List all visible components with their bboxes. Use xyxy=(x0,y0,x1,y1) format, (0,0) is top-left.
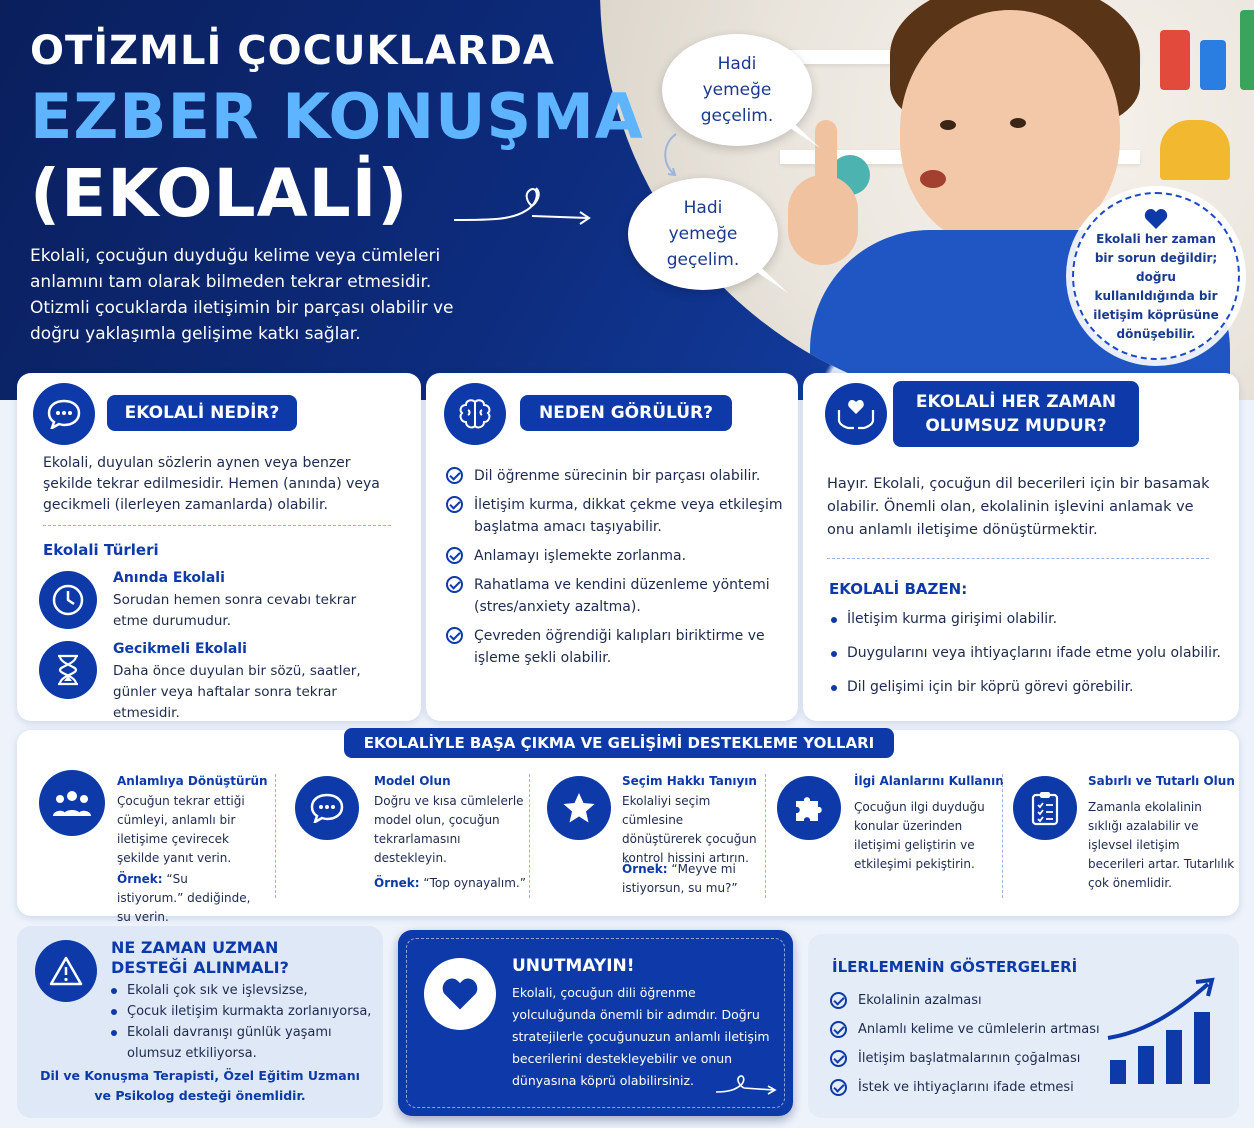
strategy-1-title: Anlamlıya Dönüştürün xyxy=(117,774,268,788)
bubble-line: geçelim. xyxy=(666,250,740,270)
list-item-text: İletişim başlatmalarının çoğalması xyxy=(858,1051,1081,1066)
example-label: Örnek: xyxy=(374,876,420,890)
example-text: “Meyve mi istiyorsun, su mu?” xyxy=(622,862,738,895)
bubble-line: Hadi xyxy=(683,198,723,218)
strategy-4-title: İlgi Alanlarını Kullanın xyxy=(854,774,1004,788)
chat-icon xyxy=(295,776,359,840)
heart-icon xyxy=(1144,208,1168,230)
list-item: Duygularını veya ihtiyaçlarını ifade etme yolu olabilir. xyxy=(827,643,1227,664)
title-line-1: OTİZMLİ ÇOCUKLARDA xyxy=(30,28,555,74)
type2-title: Gecikmeli Ekolali xyxy=(113,641,247,657)
strategies-pill: EKOLALİYLE BAŞA ÇIKMA VE GELİŞİMİ DESTEKLEME YOLLARI xyxy=(344,728,894,758)
strategy-2-title: Model Olun xyxy=(374,774,451,788)
strategies-card xyxy=(17,730,1239,924)
expert-list xyxy=(107,980,377,1064)
remember-text: Ekolali, çocuğun dili öğrenme yolculuğunda önemli bir adımdır. Doğru stratejilerle çocuğunuzun anlamlı iletişim becerilerini destekleyebilir ve onun dünyasına köprü olabilirsiniz. xyxy=(512,985,770,1088)
child-face xyxy=(900,10,1120,250)
people-icon xyxy=(39,770,105,836)
check-icon xyxy=(446,627,463,644)
child-mouth xyxy=(920,170,946,188)
check-icon xyxy=(446,496,463,513)
hero-description: Ekolali, çocuğun duyduğu kelime veya cümleleri anlamını tam olarak bilmeden tekrar etmesidir. Otizmli çocuklarda iletişimin bir parçası olabilir ve doğru yaklaşımla gelişime katkı sağlar. xyxy=(30,246,454,344)
list-item-text: Rahatlama ve kendini düzenleme yöntemi (stres/anxiety azaltma). xyxy=(474,577,770,615)
card-negative-text: Hayır. Ekolali, çocuğun dil becerileri için bir basamak olabilir. Önemli olan, ekolalinin işlevini anlamak ve onu anlamlı iletişime dönüştürmektir. xyxy=(827,476,1210,538)
strategy-3-text: Ekolaliyi seçim cümlesine dönüştürerek çocuğun kontrol hissini artırın. xyxy=(622,794,757,865)
list-item-text: Ekolalinin azalması xyxy=(858,993,982,1008)
type1-text: Sorudan hemen sonra cevabı tekrar etme durumudur. xyxy=(113,592,357,629)
expert-footer xyxy=(17,1066,383,1106)
expert-card xyxy=(17,926,383,1118)
check-icon xyxy=(446,576,463,593)
example-label: Örnek: xyxy=(117,872,163,886)
note-text: Ekolali her zaman bir sorun değildir; doğru kullanıldığında bir iletişim köprüsüne dönüşebilir. xyxy=(1093,232,1219,341)
list-item xyxy=(830,1048,1100,1070)
puzzle-icon xyxy=(777,776,841,840)
list-item: İletişim kurma girişimi olabilir. xyxy=(827,609,1227,630)
progress-list xyxy=(830,990,1100,1106)
expert-title xyxy=(111,938,289,978)
divider xyxy=(765,774,766,898)
bubble-line: yemeğe xyxy=(668,224,738,244)
growth-chart-icon xyxy=(1104,974,1226,1086)
sometimes-list xyxy=(827,609,1227,698)
title-line: DESTEĞİ ALINMALI? xyxy=(111,958,289,977)
check-icon xyxy=(446,467,463,484)
title-line-2: EZBER KONUŞMA xyxy=(30,80,644,153)
bubble-line: geçelim. xyxy=(700,106,774,126)
list-item xyxy=(446,465,786,487)
heart-icon xyxy=(424,958,496,1030)
list-item: Çocuk iletişim kurmakta zorlanıyorsa, xyxy=(107,1001,377,1022)
list-item: Ekolali davranışı günlük yaşamı olumsuz etkiliyorsa. xyxy=(107,1022,377,1064)
why-list xyxy=(446,465,786,676)
card-what-text: Ekolali, duyulan sözlerin aynen veya benzer şekilde tekrar edilmesidir. Hemen (anında) veya gecikmeli (ilerleyen zamanlarda) olabilir. xyxy=(43,455,380,513)
example-text: “Su istiyorum.” dediğinde, su verin. xyxy=(117,872,251,924)
note-circle xyxy=(1072,192,1240,360)
list-item-text: Anlamlı kelime ve cümlelerin artması xyxy=(858,1022,1100,1037)
example-text: “Top oynayalım.” xyxy=(423,876,526,890)
remember-title: UNUTMAYIN! xyxy=(512,956,635,976)
list-item xyxy=(830,1077,1100,1099)
divider xyxy=(43,525,391,526)
types-title: Ekolali Türleri xyxy=(43,541,159,559)
type1-title: Anında Ekolali xyxy=(113,570,225,586)
divider xyxy=(275,774,276,898)
list-item-text: Dil öğrenme sürecinin bir parçası olabilir. xyxy=(474,468,761,484)
list-item xyxy=(830,1019,1100,1041)
toy-block xyxy=(1160,120,1230,180)
strategy-1-text: Çocuğun tekrar ettiği cümleyi, anlamlı bir iletişime çevirecek şekilde yanıt verin. xyxy=(117,794,245,865)
brain-icon xyxy=(444,383,506,445)
card-why-pill: NEDEN GÖRÜLÜR? xyxy=(520,395,732,431)
check-icon xyxy=(446,547,463,564)
strategy-2-text: Doğru ve kısa cümlelerle model olun, çocuğun tekrarlamasını destekleyin. xyxy=(374,794,524,865)
list-item xyxy=(446,625,786,669)
list-item xyxy=(830,990,1100,1012)
footer-line: ve Psikolog desteği önemlidir. xyxy=(94,1088,306,1103)
bubble-line: Hadi xyxy=(717,54,757,74)
child-eye xyxy=(940,120,956,130)
list-item-text: Çevreden öğrendiği kalıpları biriktirme ve işleme şekli olabilir. xyxy=(474,628,765,666)
card-what-pill: EKOLALİ NEDİR? xyxy=(107,395,297,431)
list-item-text: Anlamayı işlemekte zorlanma. xyxy=(474,548,687,564)
bubble-line: yemeğe xyxy=(702,80,772,100)
bubble-tail-icon xyxy=(780,110,820,150)
progress-title: İLERLEMENİN GÖSTERGELERİ xyxy=(832,958,1078,976)
progress-card xyxy=(808,934,1239,1118)
check-icon xyxy=(830,1050,847,1067)
card-negative xyxy=(803,373,1239,721)
card-why xyxy=(426,373,798,721)
divider xyxy=(529,774,530,898)
card-what-is xyxy=(17,373,421,721)
child-eye xyxy=(1010,118,1026,128)
clock-icon xyxy=(39,571,97,629)
remember-card xyxy=(398,930,793,1116)
warning-icon xyxy=(35,940,97,1002)
star-icon xyxy=(547,776,611,840)
strategy-3-title: Seçim Hakkı Tanıyın xyxy=(622,774,757,788)
list-item: Dil gelişimi için bir köprü görevi görebilir. xyxy=(827,677,1227,698)
heart-hands-icon xyxy=(825,383,887,445)
title-line: NE ZAMAN UZMAN xyxy=(111,938,279,957)
check-icon xyxy=(830,1021,847,1038)
divider xyxy=(827,558,1209,559)
heart-arrow-icon xyxy=(452,180,592,230)
strategy-5-text: Zamanla ekolalinin sıklığı azalabilir ve işlevsel iletişim becerileri artar. Tutarlılık çok önemlidir. xyxy=(1088,800,1235,890)
pill-line: EKOLALİ HER ZAMAN xyxy=(915,392,1117,412)
bubble-tail-icon xyxy=(748,255,788,295)
type2-text: Daha önce duyulan bir sözü, saatler, günler veya haftalar sonra tekrar etmesidir. xyxy=(113,663,361,721)
strategy-3-example xyxy=(622,860,762,898)
check-icon xyxy=(830,1079,847,1096)
footer-line: Dil ve Konuşma Terapisti, Özel Eğitim Uzmanı xyxy=(40,1068,360,1083)
list-item-text: İstek ve ihtiyaçlarını ifade etmesi xyxy=(858,1080,1074,1095)
toy-block xyxy=(1200,40,1226,90)
check-icon xyxy=(830,992,847,1009)
strategy-1-example xyxy=(117,870,257,927)
list-item xyxy=(446,494,786,538)
strategy-5-title: Sabırlı ve Tutarlı Olun xyxy=(1088,774,1235,788)
title-line-3: (EKOLALİ) xyxy=(30,155,409,232)
strategy-4-text: Çocuğun ilgi duyduğu konular üzerinden iletişimi geliştirin ve etkileşimi pekiştirin. xyxy=(854,800,985,871)
list-item: Ekolali çok sık ve işlevsizse, xyxy=(107,980,377,1001)
heart-arrow-icon xyxy=(714,1070,778,1098)
hourglass-icon xyxy=(39,641,97,699)
card-negative-pill xyxy=(893,381,1139,447)
toy-block xyxy=(1240,10,1254,90)
example-label: Örnek: xyxy=(622,862,668,876)
hero-section xyxy=(0,0,1254,400)
list-item xyxy=(446,574,786,618)
strategy-2-example xyxy=(374,874,534,893)
clipboard-icon xyxy=(1013,776,1077,840)
repeat-arrow-icon xyxy=(658,130,682,180)
toy-block xyxy=(1160,30,1190,90)
chat-icon xyxy=(33,383,95,445)
divider xyxy=(1002,774,1003,898)
sometimes-title: EKOLALİ BAZEN: xyxy=(829,580,968,598)
pill-line: OLUMSUZ MUDUR? xyxy=(925,416,1107,436)
list-item xyxy=(446,545,786,567)
list-item-text: İletişim kurma, dikkat çekme veya etkileşim başlatma amacı taşıyabilir. xyxy=(474,497,783,535)
